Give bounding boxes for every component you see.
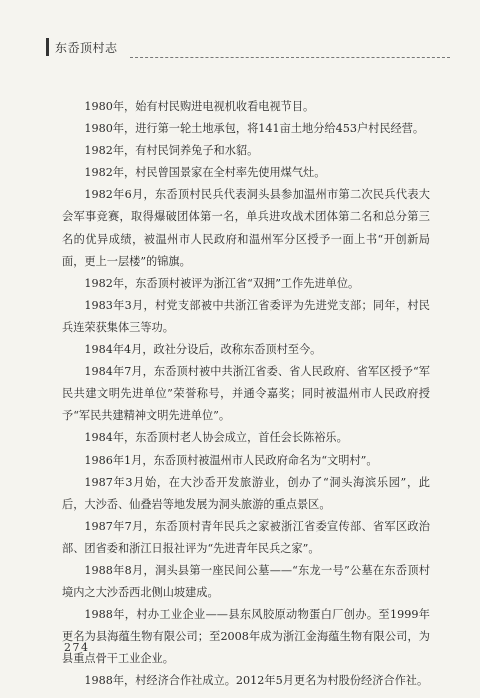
paragraph: 1988年，村经济合作社成立。2012年5月更名为村股份经济合作社。 — [84, 674, 429, 688]
paragraph: 1982年，东岙顶村被评为浙江省“双拥”工作先进单位。 — [84, 276, 360, 290]
paragraph: 1987年7月，东岙顶村青年民兵之家被浙江省委宣传部、省军区政治部、团省委和浙江日报社评为“先进青年民兵之家”。 — [62, 519, 430, 555]
body-text — [62, 96, 430, 693]
paragraph: 1986年1月，东岙顶村被温州市人民政府命名为“文明村”。 — [84, 453, 378, 467]
page-number: 274 — [64, 641, 90, 654]
paragraph: 1982年，有村民饲养兔子和水貂。 — [84, 144, 259, 158]
paragraph: 1988年，村办工业企业——县东风胶原动物蛋白厂创办。至1999年更名为县海蕴生物有限公司；至2008年成为浙江金海蕴生物有限公司，为县重点骨干工业企业。 — [62, 608, 430, 666]
paragraph: 1982年6月，东岙顶村民兵代表洞头县参加温州市第二次民兵代表大会军事竞赛，取得爆破团体第一名，单兵进攻战术团体第二名和总分第三名的优异成绩，被温州市人民政府和温州军分区授予一面上书“开创新局面，更上一层楼”的锦旗。 — [62, 188, 430, 268]
header-bar — [46, 38, 49, 56]
paragraph: 1984年4月，政社分设后，改称东岙顶村至今。 — [84, 343, 322, 357]
paragraph: 1980年，始有村民购进电视机收看电视节目。 — [84, 100, 315, 113]
paragraph: 1984年，东岙顶村老人协会成立，首任会长陈裕乐。 — [84, 431, 348, 445]
paragraph: 1987年3月始，在大沙岙开发旅游业，创办了“洞头海滨乐园”，此后，大沙岙、仙叠岩等地发展为洞头旅游的重点景区。 — [62, 475, 430, 511]
paragraph: 1984年7月，东岙顶村被中共浙江省委、省人民政府、省军区授予“军民共建文明先进单位”荣誉称号，并通令嘉奖；同时被温州市人民政府授予“军民共建精神文明先进单位”。 — [62, 365, 430, 423]
paragraph: 1983年3月，村党支部被中共浙江省委评为先进党支部；同年，村民兵连荣获集体三等功。 — [62, 298, 430, 334]
paragraph: 1982年，村民曾国景家在全村率先使用煤气灶。 — [84, 166, 326, 180]
paragraph: 1980年，进行第一轮土地承包，将141亩土地分给453户村民经营。 — [84, 122, 425, 136]
running-head — [46, 38, 118, 56]
header-title: 东岙顶村志 — [55, 40, 118, 55]
paragraph: 1988年8月，洞头县第一座民间公墓——“东龙一号”公墓在东岙顶村境内之大沙岙西北侧山坡建成。 — [62, 563, 430, 600]
header-rule — [130, 57, 450, 58]
